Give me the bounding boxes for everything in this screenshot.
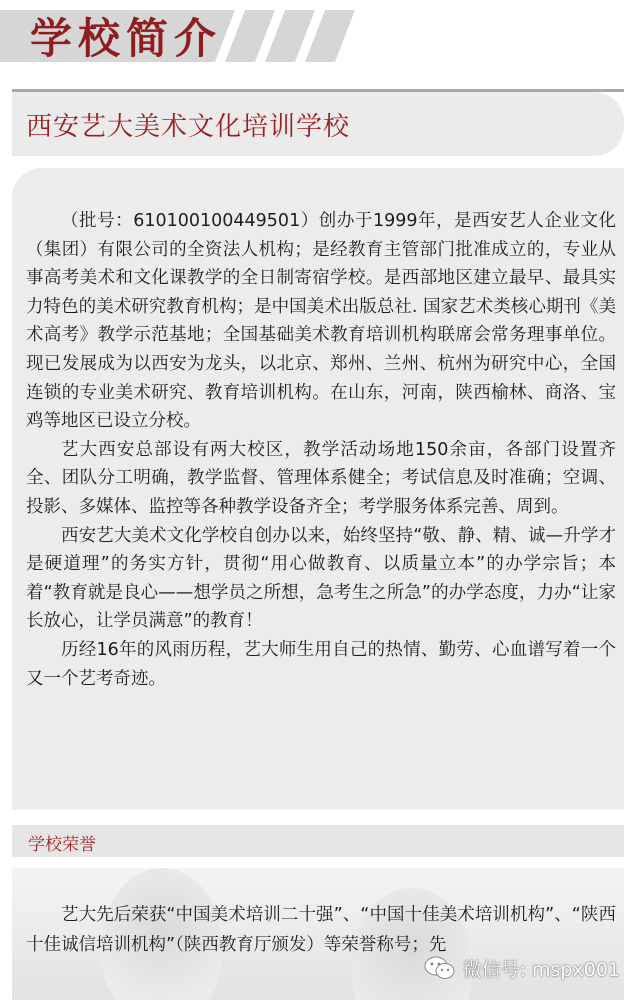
intro-paragraph: 历经16年的风雨历程，艺大师生用自己的热情、勤劳、心血谱写着一个又一个艺考奇迹。 bbox=[26, 639, 616, 689]
wechat-icon bbox=[423, 955, 457, 981]
wechat-watermark bbox=[423, 954, 620, 982]
top-banner bbox=[0, 0, 630, 72]
honors-text: 艺大先后荣获“中国美术培训二十强”、“中国十佳美术培训机构”、“陕西十佳诚信培训机构”（陕西教育厅颁发）等荣誉称号；先 bbox=[26, 905, 616, 955]
intro-paragraph: 艺大西安总部设有两大校区，教学活动场地150余亩，各部门设置齐全、团队分工明确，教学监督、管理体系健全；考试信息及时准确；空调、投影、多媒体、监控等各种教学设备齐全；考学服务体系完善、周到。 bbox=[26, 439, 616, 517]
page-title: 学校简介 bbox=[30, 14, 223, 63]
intro-paragraph: （批号：610100100449501）创办于1999年，是西安艺人企业文化（集团）有限公司的全资法人机构；是经教育主管部门批准成立的，专业从事高考美术和文化课教学的全日制寄宿学校。是西部地区建立最早、最具实力特色的美术研究教育机构；是中国美术出版总社. 国家艺术类核心期刊《美术高考》教学示范基地；全国基础美术教育培训机构联席会常务理事单位。现已发展成为以西安为龙头，以北京、郑州、兰州、杭州为研究中心，全国连锁的专业美术研究、教育培训机构。在山东，河南，陕西榆林、商洛、宝鸡等地区已设立分校。 bbox=[26, 211, 616, 432]
honors-title: 学校荣誉 bbox=[28, 835, 96, 855]
intro-text bbox=[26, 207, 616, 693]
watermark-text: 微信号: mspx001 bbox=[462, 958, 620, 981]
school-name: 西安艺大美术文化培训学校 bbox=[26, 112, 351, 142]
intro-paragraph: 西安艺大美术文化学校自创办以来，始终坚持“敬、静、精、诚—升学才是硬道理”的务实方针，贯彻“用心做教育、以质量立本”的办学宗旨；本着“教育就是良心——想学员之所想，急考生之所急”的办学态度，力办“让家长放心，让学员满意”的教育！ bbox=[26, 525, 616, 632]
honors-bar bbox=[12, 825, 624, 857]
school-name-bar bbox=[12, 92, 624, 156]
